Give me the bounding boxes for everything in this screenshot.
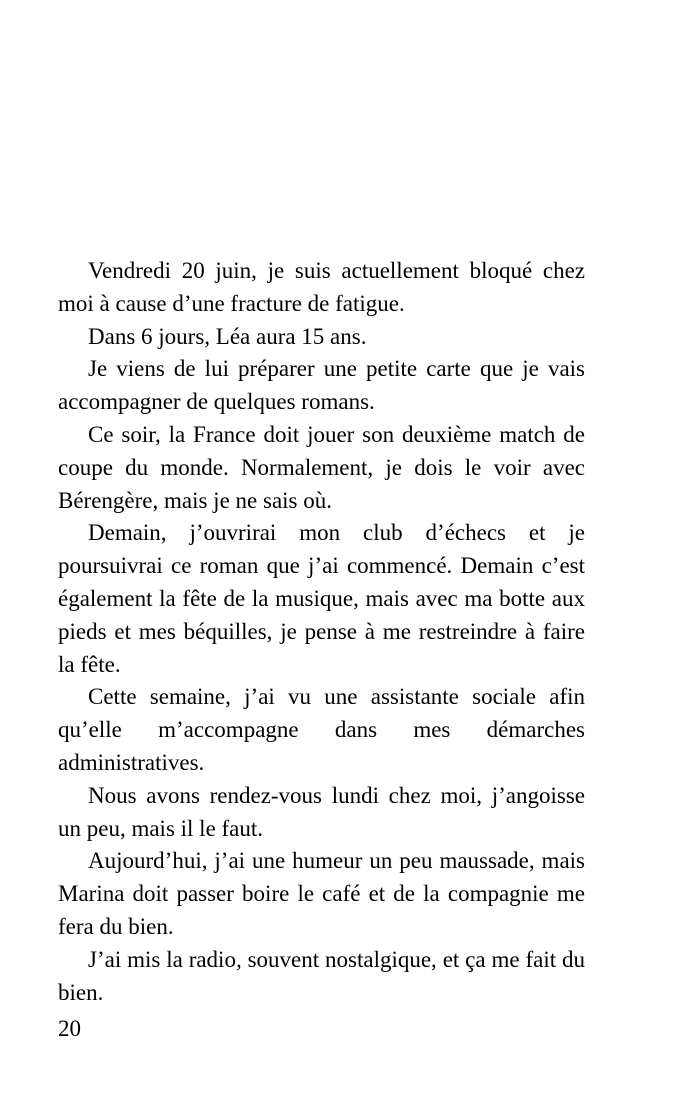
paragraph: Dans 6 jours, Léa aura 15 ans. bbox=[88, 323, 367, 349]
paragraph: Nous avons rendez-vous lundi chez moi, j’angoisse un peu, mais il le faut. bbox=[58, 782, 585, 841]
paragraph: Cette semaine, j’ai vu une assistante sociale afin qu’elle m’accompagne dans mes démarches administratives. bbox=[58, 684, 585, 775]
paragraph: Je viens de lui préparer une petite carte que je vais accompagner de quelques romans. bbox=[58, 356, 585, 415]
body-text bbox=[58, 255, 585, 1009]
paragraph: J’ai mis la radio, souvent nostalgique, et ça me fait du bien. bbox=[58, 946, 585, 1005]
paragraph: Demain, j’ouvrirai mon club d’échecs et je poursuivrai ce roman que j’ai commencé. Demain c’est également la fête de la musique, mais avec ma botte aux pieds et mes béquilles, je pense à me restreindre à faire la fête. bbox=[58, 520, 585, 677]
page-number: 20 bbox=[58, 1016, 81, 1041]
paragraph: Ce soir, la France doit jouer son deuxième match de coupe du monde. Normalement, je dois le voir avec Bérengère, mais je ne sais où. bbox=[58, 421, 585, 513]
paragraph: Vendredi 20 juin, je suis actuellement bloqué chez moi à cause d’une fracture de fatigue. bbox=[58, 258, 585, 316]
paragraph: Aujourd’hui, j’ai une humeur un peu maussade, mais Marina doit passer boire le café et de la compagnie me fera du bien. bbox=[58, 848, 585, 939]
